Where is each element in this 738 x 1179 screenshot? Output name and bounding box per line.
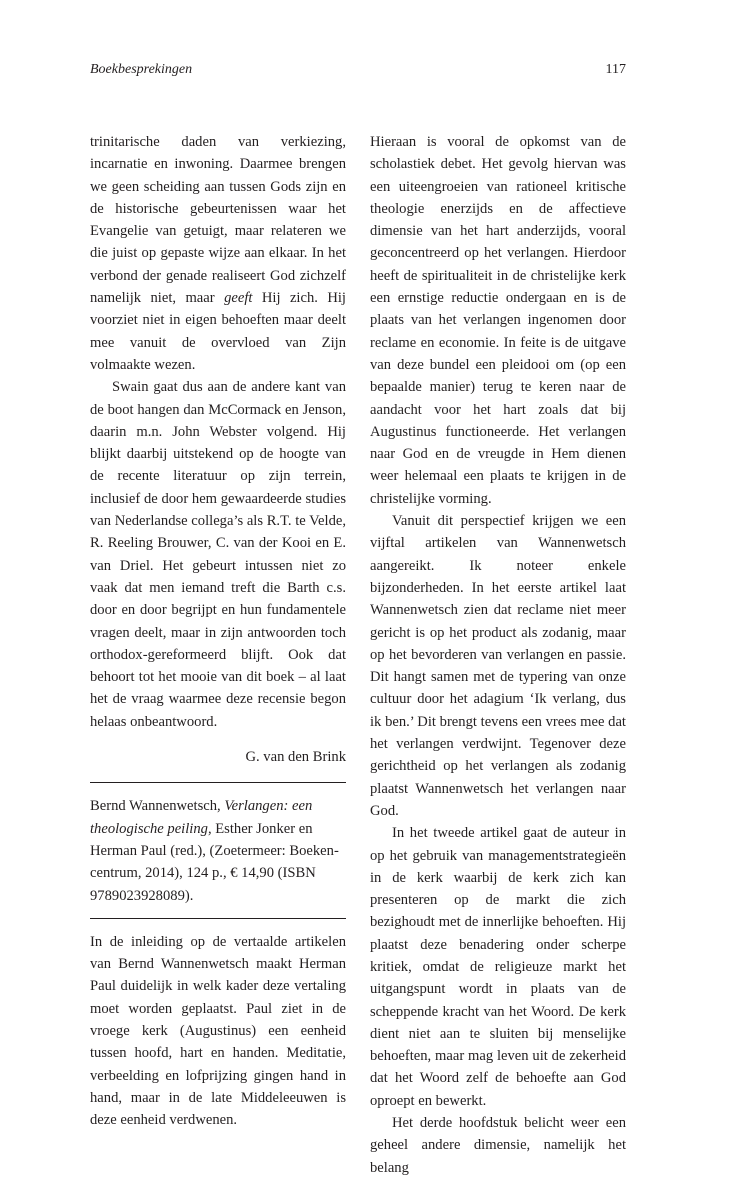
running-head-title: Boekbesprekingen [90,62,193,77]
divider-top [90,782,346,783]
paragraph-swain: Swain gaat dus aan de andere kant van de boot hangen dan McCormack en Jenson, daarin m.n. John Webster volgend. Hij blijkt daarbij uitstekend op de hoogte van de recente literatuur op zijn terrein, inclusief de door hem gewaardeerde studies van Nederlandse collega’s als R.T. te Velde, R. Reeling Brouwer, C. van der Kooi en E. van Driel. Het gebeurt intussen niet zo vaak dat men iemand treft die Barth c.s. door en door begrijpt en hun fundamentele vragen deelt, maar in zijn antwoorden toch orthodox-gereformeerd blijft. Ook dat behoort tot het mooie van dit boek – al laat het de vraag waarmee deze recensie begon helaas onbeantwoord. [90,379,346,730]
paragraph-perspectief: Vanuit dit perspectief krijgen we een vijftal artikelen van Wannenwetsch aangereikt. Ik noteer enkele bijzonderheden. In het eerste artikel laat Wannenwetsch zien dat reclame niet meer gericht is op het product als zodanig, maar op het bevorderen van verlangen en passie. Dit hangt samen met de typering van onze cultuur door het adagium ‘Ik verlang, dus ik ben.’ Dit brengt tevens een vrees mee dat het verlangen verdwijnt. Tegenover deze gerichtheid op het verlangen als zodanig plaatst Wannenwetsch het verlangen naar God. [370,513,626,819]
page-number: 117 [605,62,626,77]
emphasis-geeft: geeft [224,290,253,307]
paragraph-tweede-artikel: In het tweede artikel gaat de auteur in op het gebruik van managementstrategieën in de kerk waarbij de kerk zich kan presenteren op de markt die zich bezighoudt met de innerlijke behoeften. Hij plaatst deze benadering onder scherpe kritiek, omdat de religieuze markt het uitgangspunt wordt in plaats van de scheppende kracht van het Woord. De kerk dient niet aan te sluiten bij menselijke behoeften, maar mag leven uit de zekerheid dat het Woord zelf de behoefte aan God oproept en bewerkt. [370,825,626,1109]
left-column [90,131,346,1131]
paragraph-text: Hij zich. Hij voorziet niet in eigen behoeften maar deelt mee vanuit de overvloed van Zijn volmaakte wezen. [90,290,346,373]
right-column [370,131,626,1179]
divider-bottom [90,918,346,919]
bibliographic-entry [90,795,346,906]
paragraph-trinitarian [90,131,346,376]
bib-author: Bernd Wannenwetsch, [90,798,225,815]
paragraph-introduction: In de inleiding op de vertaalde artikelen van Bernd Wannenwetsch maakt Herman Paul duidelijk in welk kader deze vertaling moet worden geplaatst. Paul ziet in de vroege kerk (Augustinus) een eenheid tussen hoofd, hart en handen. Meditatie, verbeelding en lofprijzing gingen hand in hand, maar in de late Middeleeuwen is deze eenheid verdwenen. [90,933,346,1129]
paragraph-derde-hoofdstuk: Het derde hoofdstuk belicht weer een geheel andere dimensie, namelijk het belang [370,1115,626,1176]
bib-title: Verlangen: een theologische peiling [90,798,313,837]
bib-details: , Esther Jonker en Herman Paul (red.), (Zoetermeer: Boekencentrum, 2014), 124 p., € 14,90 (ISBN 9789023928089). [90,820,339,904]
review-signature: G. van den Brink [245,749,346,766]
paragraph-text: trinitarische daden van verkiezing, incarnatie en inwoning. Daarmee brengen we geen scheiding aan tussen Gods zijn en de historische gebeurtenissen waar het Evangelie van getuigt, maar relateren we die juist op gepaste wijze aan elkaar. In het verbond der genade realiseert God zichzelf namelijk niet, maar [90,134,346,307]
paragraph-scholastiek: Hieraan is vooral de opkomst van de scholastiek debet. Het gevolg hiervan was een uiteengroeien van rationeel kritische theologie enerzijds en de affectieve dimensie van het hart anderzijds, vooral geconcentreerd op het verlangen. Hierdoor heeft de spiritualiteit in de christelijke kerk een ernstige reductie ondergaan en is de plaats van het verlangen ingenomen door reclame en economie. In feite is de uitgave van deze bundel een pleidooi om (op een bepaalde manier) terug te keren naar de aandacht voor het hart zoals dat bij Augustinus functioneerde. Het verlangen naar God en de vreugde in Hem dienen weer helemaal een plaats te krijgen in de christelijke vorming. [370,134,626,507]
